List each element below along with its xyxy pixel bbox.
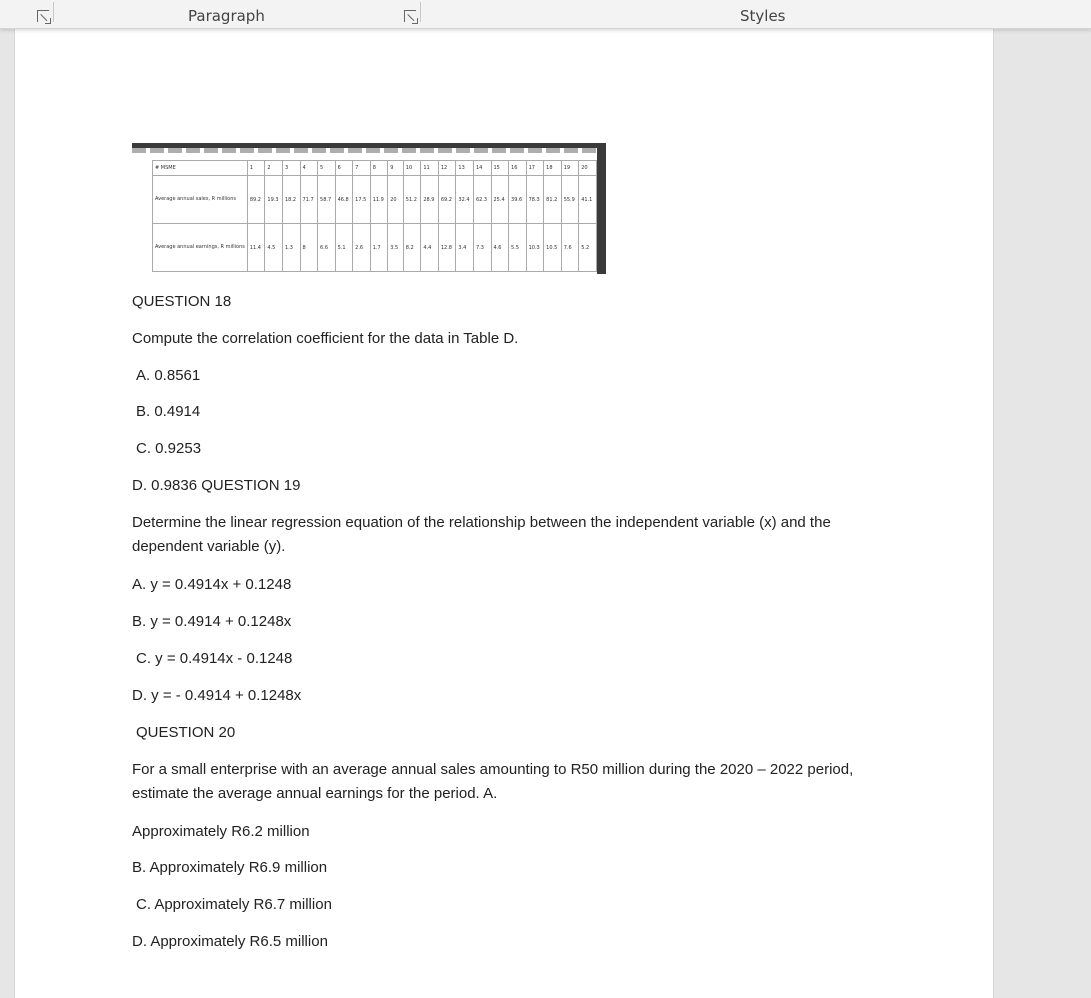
table-earnings-cell: 5.1 xyxy=(335,224,353,272)
table-sales-cell: 78.3 xyxy=(526,176,544,224)
table-sales-cell: 19.3 xyxy=(265,176,283,224)
table-sales-cell: 28.9 xyxy=(421,176,439,224)
table-sales-cell: 18.2 xyxy=(282,176,300,224)
table-earnings-cell: 1.7 xyxy=(370,224,388,272)
table-caption-strip xyxy=(132,148,597,153)
table-earnings-label: Average annual earnings, R millions xyxy=(153,224,248,272)
table-d-image[interactable] xyxy=(132,143,606,274)
font-dialog-launcher-icon[interactable] xyxy=(37,10,49,22)
table-header-cell: 12 xyxy=(438,161,456,176)
question-18-option-a: A. 0.8561 xyxy=(136,367,201,384)
question-19-option-a: A. y = 0.4914x + 0.1248 xyxy=(132,576,292,593)
table-header-cell: 19 xyxy=(561,161,579,176)
question-18-option-b: B. 0.4914 xyxy=(136,403,201,420)
table-header-cell: 3 xyxy=(282,161,300,176)
question-18-title: QUESTION 18 xyxy=(132,293,232,310)
question-19-option-d: D. y = - 0.4914 + 0.1248x xyxy=(132,687,302,704)
question-18-option-c: C. 0.9253 xyxy=(136,440,202,457)
table-header-row xyxy=(153,161,597,176)
document-page[interactable] xyxy=(14,28,994,998)
table-header-label: # MSME xyxy=(153,161,248,176)
table-sales-cell: 20 xyxy=(388,176,404,224)
table-header-cell: 7 xyxy=(353,161,371,176)
table-earnings-cell: 3.4 xyxy=(456,224,474,272)
question-18-option-d: D. 0.9836 QUESTION 19 xyxy=(132,477,301,494)
table-earnings-cell: 4.5 xyxy=(265,224,283,272)
table-sales-row xyxy=(153,176,597,224)
table-sales-cell: 41.1 xyxy=(579,176,597,224)
table-earnings-cell: 8 xyxy=(300,224,318,272)
table-earnings-cell: 10.5 xyxy=(544,224,562,272)
question-19-option-b: B. y = 0.4914 + 0.1248x xyxy=(132,613,292,630)
table-earnings-cell: 4.4 xyxy=(421,224,439,272)
question-20-text: For a small enterprise with an average annual sales amounting to R50 million during the 2020 – 2022 period, estimate the average annual earnings for the period. A. xyxy=(132,761,854,802)
table-header-cell: 20 xyxy=(579,161,597,176)
ribbon-separator xyxy=(53,2,54,22)
table-sales-cell: 69.2 xyxy=(438,176,456,224)
question-20-option-b: B. Approximately R6.9 million xyxy=(132,859,328,876)
question-20-title: QUESTION 20 xyxy=(136,724,236,741)
table-header-cell: 18 xyxy=(544,161,562,176)
table-earnings-cell: 1.3 xyxy=(282,224,300,272)
table-sales-cell: 46.8 xyxy=(335,176,353,224)
table-sales-cell: 62.3 xyxy=(473,176,491,224)
table-header-cell: 14 xyxy=(473,161,491,176)
table-sales-cell: 55.9 xyxy=(561,176,579,224)
ribbon-bar xyxy=(0,0,1091,29)
table-sales-cell: 58.7 xyxy=(318,176,336,224)
table-earnings-cell: 6.6 xyxy=(318,224,336,272)
table-header-cell: 10 xyxy=(403,161,421,176)
question-18-text: Compute the correlation coefficient for the data in Table D. xyxy=(132,330,519,347)
table-earnings-cell: 10.3 xyxy=(526,224,544,272)
data-table xyxy=(152,160,597,272)
table-sales-cell: 25.4 xyxy=(491,176,509,224)
table-header-cell: 9 xyxy=(388,161,404,176)
question-20-option-a: Approximately R6.2 million xyxy=(132,823,310,840)
question-20-option-c: C. Approximately R6.7 million xyxy=(136,896,332,913)
paragraph-group-label: Paragraph xyxy=(188,7,265,25)
table-header-cell: 6 xyxy=(335,161,353,176)
table-header-cell: 8 xyxy=(370,161,388,176)
table-sales-cell: 39.6 xyxy=(509,176,527,224)
table-header-cell: 1 xyxy=(247,161,265,176)
table-earnings-cell: 8.2 xyxy=(403,224,421,272)
table-header-cell: 15 xyxy=(491,161,509,176)
paragraph-dialog-launcher-icon[interactable] xyxy=(404,10,416,22)
table-earnings-cell: 7.3 xyxy=(473,224,491,272)
table-earnings-cell: 2.6 xyxy=(353,224,371,272)
table-sales-cell: 71.7 xyxy=(300,176,318,224)
table-earnings-cell: 7.6 xyxy=(561,224,579,272)
table-earnings-cell: 5.5 xyxy=(509,224,527,272)
ribbon-separator xyxy=(420,2,421,22)
table-sales-cell: 89.2 xyxy=(247,176,265,224)
question-19-option-c: C. y = 0.4914x - 0.1248 xyxy=(136,650,293,667)
table-sales-cell: 81.2 xyxy=(544,176,562,224)
table-sales-cell: 11.9 xyxy=(370,176,388,224)
table-sales-cell: 51.2 xyxy=(403,176,421,224)
table-earnings-row xyxy=(153,224,597,272)
table-header-cell: 11 xyxy=(421,161,439,176)
styles-group-label: Styles xyxy=(740,7,786,25)
table-sales-label: Average annual sales, R millions xyxy=(153,176,248,224)
table-earnings-cell: 11.4 xyxy=(247,224,265,272)
table-earnings-cell: 4.6 xyxy=(491,224,509,272)
table-header-cell: 4 xyxy=(300,161,318,176)
table-header-cell: 2 xyxy=(265,161,283,176)
table-header-cell: 17 xyxy=(526,161,544,176)
table-earnings-cell: 3.5 xyxy=(388,224,404,272)
table-earnings-cell: 5.2 xyxy=(579,224,597,272)
table-header-cell: 13 xyxy=(456,161,474,176)
table-sales-cell: 32.4 xyxy=(456,176,474,224)
question-19-text: Determine the linear regression equation of the relationship between the independent variable (x) and the dependent variable (y). xyxy=(132,514,831,555)
table-earnings-cell: 12.8 xyxy=(438,224,456,272)
table-header-cell: 16 xyxy=(509,161,527,176)
table-header-cell: 5 xyxy=(318,161,336,176)
question-20-option-d: D. Approximately R6.5 million xyxy=(132,933,328,950)
table-sales-cell: 17.5 xyxy=(353,176,371,224)
